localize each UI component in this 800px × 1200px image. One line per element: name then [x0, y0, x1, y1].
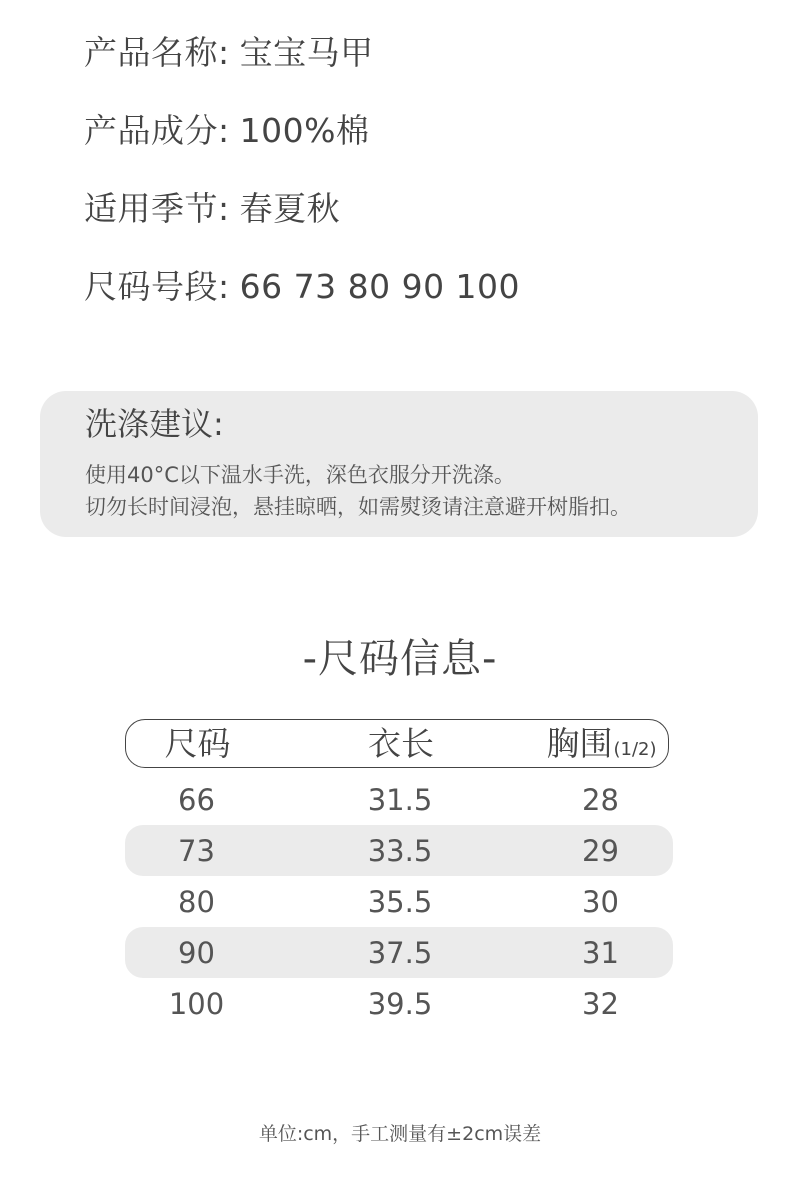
size-table-header [125, 719, 669, 768]
cell-size: 73 [178, 834, 215, 868]
product-material-value: 100%棉 [239, 111, 370, 150]
cell-size: 66 [178, 783, 215, 817]
product-size-range-line [84, 267, 520, 307]
cell-length: 37.5 [367, 936, 433, 970]
header-chest [533, 724, 670, 770]
cell-length: 35.5 [367, 885, 433, 919]
table-row [125, 978, 673, 1029]
washing-advice-title: 洗涤建议: [85, 405, 224, 443]
cell-size: 100 [168, 987, 225, 1021]
cell-chest: 29 [582, 834, 619, 868]
cell-chest: 30 [582, 885, 619, 919]
table-row [125, 876, 673, 927]
product-size-range-value: 66 73 80 90 100 [239, 267, 521, 306]
product-name-label: 产品名称: [84, 33, 230, 72]
washing-advice-line-2: 切勿长时间浸泡，悬挂晾晒，如需熨烫请注意避开树脂扣。 [85, 495, 631, 519]
cell-length: 33.5 [367, 834, 433, 868]
cell-size: 80 [178, 885, 215, 919]
cell-chest: 32 [582, 987, 619, 1021]
washing-advice-line-1: 使用40°C以下温水手洗，深色衣服分开洗涤。 [85, 463, 515, 487]
cell-chest: 31 [582, 936, 619, 970]
washing-advice-panel [40, 391, 758, 537]
header-chest-note: (1/2) [613, 739, 657, 760]
table-row [125, 825, 673, 876]
cell-length: 39.5 [367, 987, 433, 1021]
measurement-footnote: 单位:cm，手工测量有±2cm误差 [258, 1123, 542, 1145]
product-material-line [84, 111, 369, 151]
product-season-line [84, 189, 340, 229]
header-chest-label: 胸围 [546, 724, 613, 763]
size-info-title: -尺码信息- [302, 636, 498, 682]
cell-length: 31.5 [367, 783, 433, 817]
product-season-value: 春夏秋 [239, 189, 341, 228]
cell-chest: 28 [582, 783, 619, 817]
header-size: 尺码 [164, 724, 231, 763]
product-season-label: 适用季节: [84, 189, 230, 228]
product-name-line [84, 33, 374, 73]
product-material-label: 产品成分: [84, 111, 230, 150]
product-size-range-label: 尺码号段: [84, 267, 230, 306]
header-length: 衣长 [368, 724, 434, 763]
table-row [125, 927, 673, 978]
cell-size: 90 [178, 936, 215, 970]
product-name-value: 宝宝马甲 [239, 33, 374, 72]
table-row [125, 774, 673, 825]
